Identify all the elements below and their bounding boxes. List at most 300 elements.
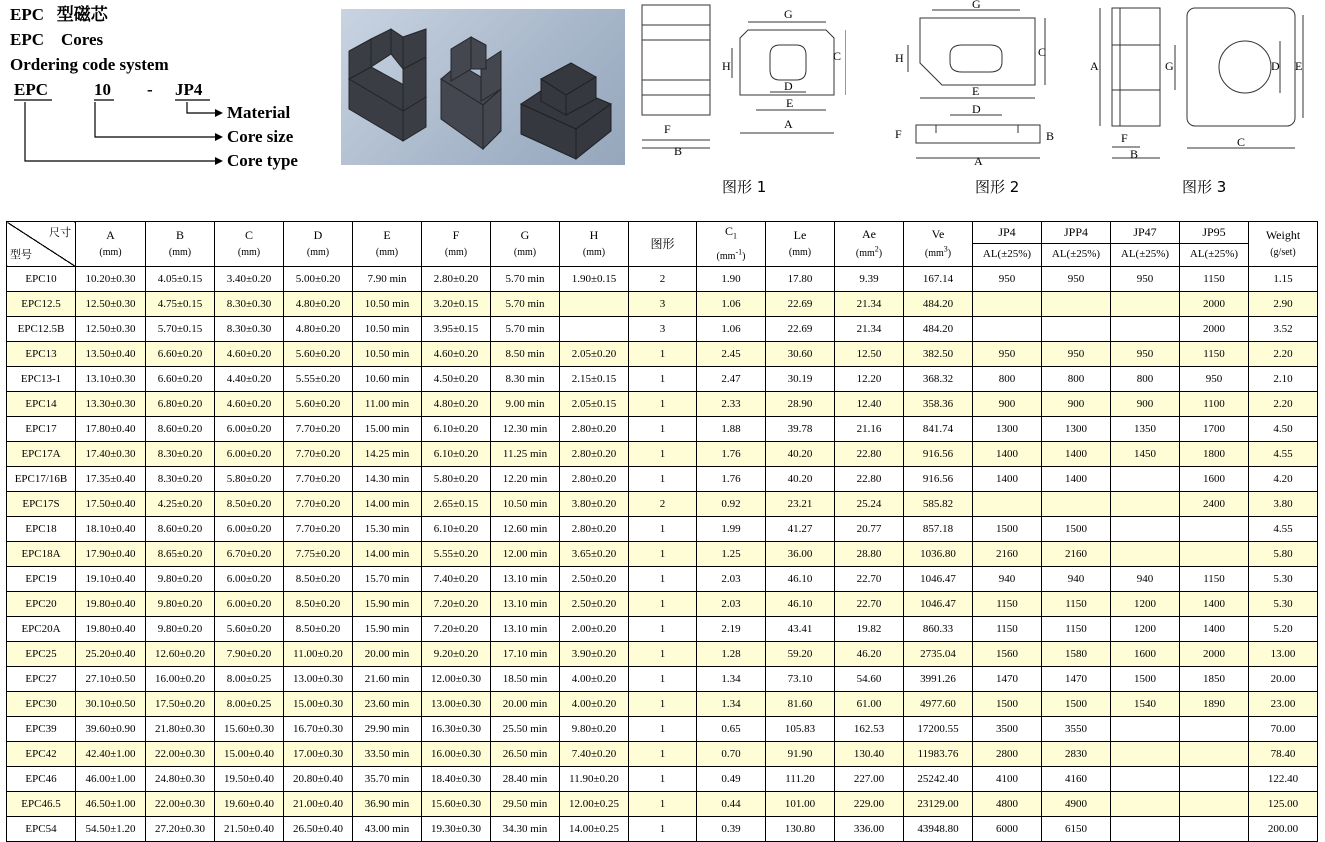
table-cell: 111.20 bbox=[766, 767, 835, 792]
table-cell: 1500 bbox=[1042, 517, 1111, 542]
figure-3-label: 图形 3 bbox=[1182, 178, 1227, 196]
table-cell: 1400 bbox=[973, 467, 1042, 492]
col-header-a: A (mm) bbox=[76, 222, 146, 267]
table-cell: 15.90 min bbox=[353, 617, 422, 642]
table-cell: 33.50 min bbox=[353, 742, 422, 767]
table-cell: 13.50±0.40 bbox=[76, 342, 146, 367]
table-cell: 3.90±0.20 bbox=[560, 642, 629, 667]
table-cell bbox=[1180, 792, 1249, 817]
col-header-d: D (mm) bbox=[284, 222, 353, 267]
table-cell: 1046.47 bbox=[904, 567, 973, 592]
table-cell: 12.30 min bbox=[491, 417, 560, 442]
table-cell: 8.50 min bbox=[491, 342, 560, 367]
table-cell: 8.00±0.25 bbox=[215, 692, 284, 717]
table-cell: 7.70±0.20 bbox=[284, 442, 353, 467]
table-cell: 2.80±0.20 bbox=[560, 517, 629, 542]
table-cell: 2.00±0.20 bbox=[560, 617, 629, 642]
table-cell: 9.39 bbox=[835, 267, 904, 292]
table-cell: 2735.04 bbox=[904, 642, 973, 667]
table-cell: 2000 bbox=[1180, 292, 1249, 317]
table-header-row bbox=[7, 222, 1318, 267]
table-cell: 9.80±0.20 bbox=[146, 567, 215, 592]
table-cell: 162.53 bbox=[835, 717, 904, 742]
table-cell: 1540 bbox=[1111, 692, 1180, 717]
table-cell: 105.83 bbox=[766, 717, 835, 742]
table-cell bbox=[1111, 767, 1180, 792]
table-cell: 15.60±0.30 bbox=[422, 792, 491, 817]
col-header-weight: Weight (g/set) bbox=[1249, 222, 1318, 267]
table-cell: 4.40±0.20 bbox=[215, 367, 284, 392]
table-cell: 6000 bbox=[973, 817, 1042, 842]
table-row bbox=[7, 792, 1318, 817]
table-cell: 4.55 bbox=[1249, 517, 1318, 542]
ordering-code-diagram bbox=[10, 80, 330, 175]
table-cell: 14.30 min bbox=[353, 467, 422, 492]
model-cell: EPC13 bbox=[7, 342, 76, 367]
table-cell: 857.18 bbox=[904, 517, 973, 542]
table-cell: 20.00 min bbox=[353, 642, 422, 667]
table-cell: 1 bbox=[629, 817, 697, 842]
table-cell: 4.60±0.20 bbox=[215, 342, 284, 367]
table-cell: 1046.47 bbox=[904, 592, 973, 617]
table-cell: 1.34 bbox=[697, 692, 766, 717]
table-cell: 19.80±0.40 bbox=[76, 617, 146, 642]
col-header-b: B (mm) bbox=[146, 222, 215, 267]
table-cell: 12.20 bbox=[835, 367, 904, 392]
table-cell: 28.40 min bbox=[491, 767, 560, 792]
table-cell: 950 bbox=[973, 342, 1042, 367]
table-cell: 12.00±0.25 bbox=[560, 792, 629, 817]
table-cell: 8.30±0.30 bbox=[215, 317, 284, 342]
table-cell: 1 bbox=[629, 592, 697, 617]
table-cell: 46.20 bbox=[835, 642, 904, 667]
table-cell: 11983.76 bbox=[904, 742, 973, 767]
table-cell: 41.27 bbox=[766, 517, 835, 542]
table-cell: 23129.00 bbox=[904, 792, 973, 817]
table-cell: 1 bbox=[629, 642, 697, 667]
table-cell: 484.20 bbox=[904, 292, 973, 317]
table-cell: 3550 bbox=[1042, 717, 1111, 742]
table-cell: 9.80±0.20 bbox=[146, 617, 215, 642]
svg-text:C: C bbox=[1038, 45, 1047, 59]
table-cell: 8.30±0.20 bbox=[146, 467, 215, 492]
table-cell: 4.60±0.20 bbox=[422, 342, 491, 367]
table-cell: 22.69 bbox=[766, 292, 835, 317]
table-cell: 73.10 bbox=[766, 667, 835, 692]
table-cell: 4160 bbox=[1042, 767, 1111, 792]
svg-text:G: G bbox=[1165, 59, 1174, 73]
table-row bbox=[7, 567, 1318, 592]
table-cell: 43.41 bbox=[766, 617, 835, 642]
table-cell: 4.80±0.20 bbox=[422, 392, 491, 417]
model-cell: EPC19 bbox=[7, 567, 76, 592]
table-cell: 12.60 min bbox=[491, 517, 560, 542]
table-cell: 6.10±0.20 bbox=[422, 442, 491, 467]
table-cell: 21.00±0.40 bbox=[284, 792, 353, 817]
table-row bbox=[7, 392, 1318, 417]
table-cell: 30.19 bbox=[766, 367, 835, 392]
table-cell: 81.60 bbox=[766, 692, 835, 717]
table-cell: 2.20 bbox=[1249, 342, 1318, 367]
table-cell: 7.70±0.20 bbox=[284, 517, 353, 542]
table-cell: 39.78 bbox=[766, 417, 835, 442]
table-cell: 1.34 bbox=[697, 667, 766, 692]
table-cell: 8.50±0.20 bbox=[284, 567, 353, 592]
table-cell: 16.00±0.20 bbox=[146, 667, 215, 692]
table-cell: 1450 bbox=[1111, 442, 1180, 467]
svg-text:H: H bbox=[895, 51, 904, 65]
table-cell: 17.90±0.40 bbox=[76, 542, 146, 567]
table-cell: 1300 bbox=[973, 417, 1042, 442]
table-cell: 4800 bbox=[973, 792, 1042, 817]
table-row bbox=[7, 742, 1318, 767]
table-cell: 8.50±0.20 bbox=[284, 592, 353, 617]
table-cell: 1.06 bbox=[697, 292, 766, 317]
table-cell bbox=[1042, 317, 1111, 342]
table-cell: 2.80±0.20 bbox=[560, 467, 629, 492]
table-row bbox=[7, 492, 1318, 517]
table-cell bbox=[973, 292, 1042, 317]
table-cell: 2800 bbox=[973, 742, 1042, 767]
table-cell: 1150 bbox=[1180, 342, 1249, 367]
table-cell: 1560 bbox=[973, 642, 1042, 667]
table-cell: 1 bbox=[629, 542, 697, 567]
table-cell: 2.45 bbox=[697, 342, 766, 367]
table-cell: 1200 bbox=[1111, 592, 1180, 617]
figure-2-label: 图形 2 bbox=[975, 178, 1020, 196]
table-cell: 61.00 bbox=[835, 692, 904, 717]
table-cell: 2 bbox=[629, 492, 697, 517]
table-cell: 7.40±0.20 bbox=[560, 742, 629, 767]
svg-text:E: E bbox=[1295, 59, 1303, 73]
table-cell: 6150 bbox=[1042, 817, 1111, 842]
table-cell: 16.30±0.30 bbox=[422, 717, 491, 742]
table-cell: 2.20 bbox=[1249, 392, 1318, 417]
table-cell: 5.70±0.15 bbox=[146, 317, 215, 342]
table-cell: 6.60±0.20 bbox=[146, 342, 215, 367]
table-cell: 1470 bbox=[1042, 667, 1111, 692]
table-cell: 40.20 bbox=[766, 467, 835, 492]
table-cell: 22.69 bbox=[766, 317, 835, 342]
table-cell bbox=[1180, 542, 1249, 567]
table-cell: 1150 bbox=[973, 592, 1042, 617]
table-cell: 19.10±0.40 bbox=[76, 567, 146, 592]
model-cell: EPC17/16B bbox=[7, 467, 76, 492]
table-cell: 2.65±0.15 bbox=[422, 492, 491, 517]
table-cell: 1 bbox=[629, 717, 697, 742]
table-cell: 0.70 bbox=[697, 742, 766, 767]
table-cell bbox=[973, 317, 1042, 342]
table-cell: 0.65 bbox=[697, 717, 766, 742]
table-cell: 17.35±0.40 bbox=[76, 467, 146, 492]
table-cell: 8.30±0.20 bbox=[146, 442, 215, 467]
table-cell: 14.25 min bbox=[353, 442, 422, 467]
table-cell bbox=[1111, 492, 1180, 517]
table-cell: 5.80±0.20 bbox=[215, 467, 284, 492]
table-cell: 5.60±0.20 bbox=[284, 392, 353, 417]
corner-header bbox=[7, 222, 76, 267]
table-cell: 1 bbox=[629, 617, 697, 642]
corner-header-model: 型号 bbox=[10, 249, 32, 261]
table-cell: 19.30±0.30 bbox=[422, 817, 491, 842]
code-part-material: JP4 bbox=[175, 80, 203, 99]
label-core-size: Core size bbox=[227, 127, 294, 146]
table-cell: 4.05±0.15 bbox=[146, 267, 215, 292]
table-cell: 6.60±0.20 bbox=[146, 367, 215, 392]
table-cell: 2.50±0.20 bbox=[560, 567, 629, 592]
table-cell bbox=[1111, 467, 1180, 492]
table-cell: 2000 bbox=[1180, 317, 1249, 342]
table-cell: 4.60±0.20 bbox=[215, 392, 284, 417]
table-cell: 20.00 bbox=[1249, 667, 1318, 692]
svg-text:D: D bbox=[784, 79, 793, 93]
table-cell: 4977.60 bbox=[904, 692, 973, 717]
table-cell: 0.49 bbox=[697, 767, 766, 792]
table-cell: 1150 bbox=[1180, 267, 1249, 292]
table-cell: 1890 bbox=[1180, 692, 1249, 717]
table-cell: 1.88 bbox=[697, 417, 766, 442]
model-cell: EPC46 bbox=[7, 767, 76, 792]
table-cell: 4900 bbox=[1042, 792, 1111, 817]
table-cell: 9.00 min bbox=[491, 392, 560, 417]
svg-text:A: A bbox=[974, 154, 983, 168]
table-cell: 4100 bbox=[973, 767, 1042, 792]
table-cell: 17.50±0.40 bbox=[76, 492, 146, 517]
table-cell: 800 bbox=[1042, 367, 1111, 392]
table-cell: 1 bbox=[629, 667, 697, 692]
table-cell: 1.06 bbox=[697, 317, 766, 342]
table-cell: 2.90 bbox=[1249, 292, 1318, 317]
table-cell: 3.40±0.20 bbox=[215, 267, 284, 292]
table-cell: 1 bbox=[629, 767, 697, 792]
table-cell: 4.55 bbox=[1249, 442, 1318, 467]
table-cell: 1500 bbox=[1042, 692, 1111, 717]
table-cell: 3.95±0.15 bbox=[422, 317, 491, 342]
table-cell: 9.20±0.20 bbox=[422, 642, 491, 667]
table-cell: 54.50±1.20 bbox=[76, 817, 146, 842]
col-header-figure: 图形 bbox=[629, 222, 697, 267]
table-cell: 4.20 bbox=[1249, 467, 1318, 492]
table-row bbox=[7, 442, 1318, 467]
table-cell: 28.90 bbox=[766, 392, 835, 417]
table-cell: 122.40 bbox=[1249, 767, 1318, 792]
table-cell: 950 bbox=[973, 267, 1042, 292]
table-cell: 17200.55 bbox=[904, 717, 973, 742]
table-cell: 2160 bbox=[973, 542, 1042, 567]
table-cell: 23.00 bbox=[1249, 692, 1318, 717]
table-cell: 2400 bbox=[1180, 492, 1249, 517]
table-cell: 1600 bbox=[1180, 467, 1249, 492]
svg-text:A: A bbox=[1090, 59, 1099, 73]
table-cell: 46.00±1.00 bbox=[76, 767, 146, 792]
table-cell: 25.50 min bbox=[491, 717, 560, 742]
table-cell: 1700 bbox=[1180, 417, 1249, 442]
table-cell: 19.60±0.40 bbox=[215, 792, 284, 817]
table-row bbox=[7, 317, 1318, 342]
table-row bbox=[7, 467, 1318, 492]
table-cell: 10.50 min bbox=[353, 317, 422, 342]
table-cell: 3.80 bbox=[1249, 492, 1318, 517]
table-cell: 2.50±0.20 bbox=[560, 592, 629, 617]
epc-cores-table bbox=[6, 221, 1318, 842]
table-cell: 940 bbox=[1042, 567, 1111, 592]
table-cell: 21.50±0.40 bbox=[215, 817, 284, 842]
table-cell: 14.00±0.25 bbox=[560, 817, 629, 842]
table-cell: 54.60 bbox=[835, 667, 904, 692]
table-cell: 1 bbox=[629, 392, 697, 417]
ordering-title: Ordering code system bbox=[10, 55, 169, 74]
table-cell bbox=[1180, 767, 1249, 792]
table-cell bbox=[1111, 517, 1180, 542]
col-header-jp4: JP4 AL(±25%) bbox=[973, 222, 1042, 267]
table-cell: 900 bbox=[973, 392, 1042, 417]
table-cell: 46.50±1.00 bbox=[76, 792, 146, 817]
table-cell: 27.10±0.50 bbox=[76, 667, 146, 692]
table-cell bbox=[1180, 817, 1249, 842]
table-cell: 8.60±0.20 bbox=[146, 417, 215, 442]
table-cell: 1 bbox=[629, 467, 697, 492]
table-cell: 7.90 min bbox=[353, 267, 422, 292]
table-cell: 5.20 bbox=[1249, 617, 1318, 642]
table-cell: 6.00±0.20 bbox=[215, 592, 284, 617]
table-cell: 17.10 min bbox=[491, 642, 560, 667]
table-cell: 6.10±0.20 bbox=[422, 517, 491, 542]
table-cell: 1.99 bbox=[697, 517, 766, 542]
figure-2-diagram bbox=[890, 0, 1060, 170]
table-cell: 22.00±0.30 bbox=[146, 742, 215, 767]
table-cell: 6.80±0.20 bbox=[146, 392, 215, 417]
table-cell: 1 bbox=[629, 417, 697, 442]
table-cell: 7.70±0.20 bbox=[284, 467, 353, 492]
table-cell bbox=[1180, 717, 1249, 742]
table-cell: 3.20±0.15 bbox=[422, 292, 491, 317]
table-cell: 30.60 bbox=[766, 342, 835, 367]
table-cell: 16.00±0.30 bbox=[422, 742, 491, 767]
table-cell: 1.15 bbox=[1249, 267, 1318, 292]
table-cell: 8.30±0.30 bbox=[215, 292, 284, 317]
table-row bbox=[7, 692, 1318, 717]
label-core-type: Core type bbox=[227, 151, 298, 170]
svg-text:G: G bbox=[972, 0, 981, 11]
table-cell: 1.28 bbox=[697, 642, 766, 667]
table-cell: 2.80±0.20 bbox=[560, 417, 629, 442]
table-row bbox=[7, 617, 1318, 642]
col-header-h: H (mm) bbox=[560, 222, 629, 267]
model-cell: EPC17S bbox=[7, 492, 76, 517]
table-cell: 21.34 bbox=[835, 292, 904, 317]
table-cell: 26.50 min bbox=[491, 742, 560, 767]
table-cell: 5.60±0.20 bbox=[284, 342, 353, 367]
table-cell: 1850 bbox=[1180, 667, 1249, 692]
table-cell: 4.50 bbox=[1249, 417, 1318, 442]
table-cell: 22.80 bbox=[835, 467, 904, 492]
table-cell: 70.00 bbox=[1249, 717, 1318, 742]
col-header-ve: Ve $(mm^3)$ bbox=[904, 222, 973, 267]
table-cell: 4.80±0.20 bbox=[284, 317, 353, 342]
table-cell: 20.80±0.40 bbox=[284, 767, 353, 792]
table-cell: 4.00±0.20 bbox=[560, 667, 629, 692]
model-cell: EPC14 bbox=[7, 392, 76, 417]
title-cn: EPC 型磁芯 bbox=[10, 5, 108, 24]
model-cell: EPC30 bbox=[7, 692, 76, 717]
figure-1-label: 图形 1 bbox=[722, 178, 767, 196]
table-cell: 1150 bbox=[973, 617, 1042, 642]
table-cell: 7.40±0.20 bbox=[422, 567, 491, 592]
table-cell: 29.90 min bbox=[353, 717, 422, 742]
model-cell: EPC39 bbox=[7, 717, 76, 742]
table-cell bbox=[1111, 717, 1180, 742]
table-cell: 2.33 bbox=[697, 392, 766, 417]
table-cell: 7.90±0.20 bbox=[215, 642, 284, 667]
table-cell: 19.80±0.40 bbox=[76, 592, 146, 617]
model-cell: EPC17 bbox=[7, 417, 76, 442]
table-cell: 7.20±0.20 bbox=[422, 617, 491, 642]
table-cell: 13.00±0.30 bbox=[422, 692, 491, 717]
table-cell: 3.80±0.20 bbox=[560, 492, 629, 517]
table-cell: 1100 bbox=[1180, 392, 1249, 417]
table-row bbox=[7, 767, 1318, 792]
table-cell: 800 bbox=[1111, 367, 1180, 392]
table-cell: 23.21 bbox=[766, 492, 835, 517]
table-cell: 8.50±0.20 bbox=[284, 617, 353, 642]
table-cell: 1 bbox=[629, 692, 697, 717]
table-cell: 916.56 bbox=[904, 442, 973, 467]
table-cell: 1.76 bbox=[697, 467, 766, 492]
table-cell: 15.00±0.30 bbox=[284, 692, 353, 717]
col-header-g: G (mm) bbox=[491, 222, 560, 267]
title-en: EPC Cores bbox=[10, 30, 104, 49]
table-row bbox=[7, 817, 1318, 842]
table-cell: 2000 bbox=[1180, 642, 1249, 667]
table-cell: 950 bbox=[1111, 267, 1180, 292]
table-cell: 39.60±0.90 bbox=[76, 717, 146, 742]
table-cell: 13.00 bbox=[1249, 642, 1318, 667]
svg-text:A: A bbox=[784, 117, 793, 131]
table-cell: 2.05±0.15 bbox=[560, 392, 629, 417]
svg-text:D: D bbox=[972, 102, 981, 116]
table-cell: 1150 bbox=[1042, 617, 1111, 642]
table-cell: 20.77 bbox=[835, 517, 904, 542]
table-cell: 29.50 min bbox=[491, 792, 560, 817]
table-cell: 7.75±0.20 bbox=[284, 542, 353, 567]
table-row bbox=[7, 417, 1318, 442]
table-cell bbox=[1180, 517, 1249, 542]
table-cell: 101.00 bbox=[766, 792, 835, 817]
table-cell: 40.20 bbox=[766, 442, 835, 467]
table-cell: 12.00±0.30 bbox=[422, 667, 491, 692]
table-cell: 25.24 bbox=[835, 492, 904, 517]
table-cell: 950 bbox=[1042, 267, 1111, 292]
svg-text:F: F bbox=[895, 127, 902, 141]
table-cell: 10.60 min bbox=[353, 367, 422, 392]
table-cell: 1 bbox=[629, 517, 697, 542]
table-cell: 14.00 min bbox=[353, 542, 422, 567]
col-header-jp95: JP95 AL(±25%) bbox=[1180, 222, 1249, 267]
table-cell: 916.56 bbox=[904, 467, 973, 492]
table-cell: 22.70 bbox=[835, 592, 904, 617]
table-cell: 30.10±0.50 bbox=[76, 692, 146, 717]
table-cell: 2.10 bbox=[1249, 367, 1318, 392]
table-cell: 3 bbox=[629, 317, 697, 342]
table-cell: 10.50 min bbox=[353, 342, 422, 367]
table-cell: 17.50±0.20 bbox=[146, 692, 215, 717]
model-cell: EPC27 bbox=[7, 667, 76, 692]
model-cell: EPC10 bbox=[7, 267, 76, 292]
table-cell: 4.00±0.20 bbox=[560, 692, 629, 717]
model-cell: EPC20A bbox=[7, 617, 76, 642]
table-cell: 46.10 bbox=[766, 592, 835, 617]
table-cell: 6.10±0.20 bbox=[422, 417, 491, 442]
